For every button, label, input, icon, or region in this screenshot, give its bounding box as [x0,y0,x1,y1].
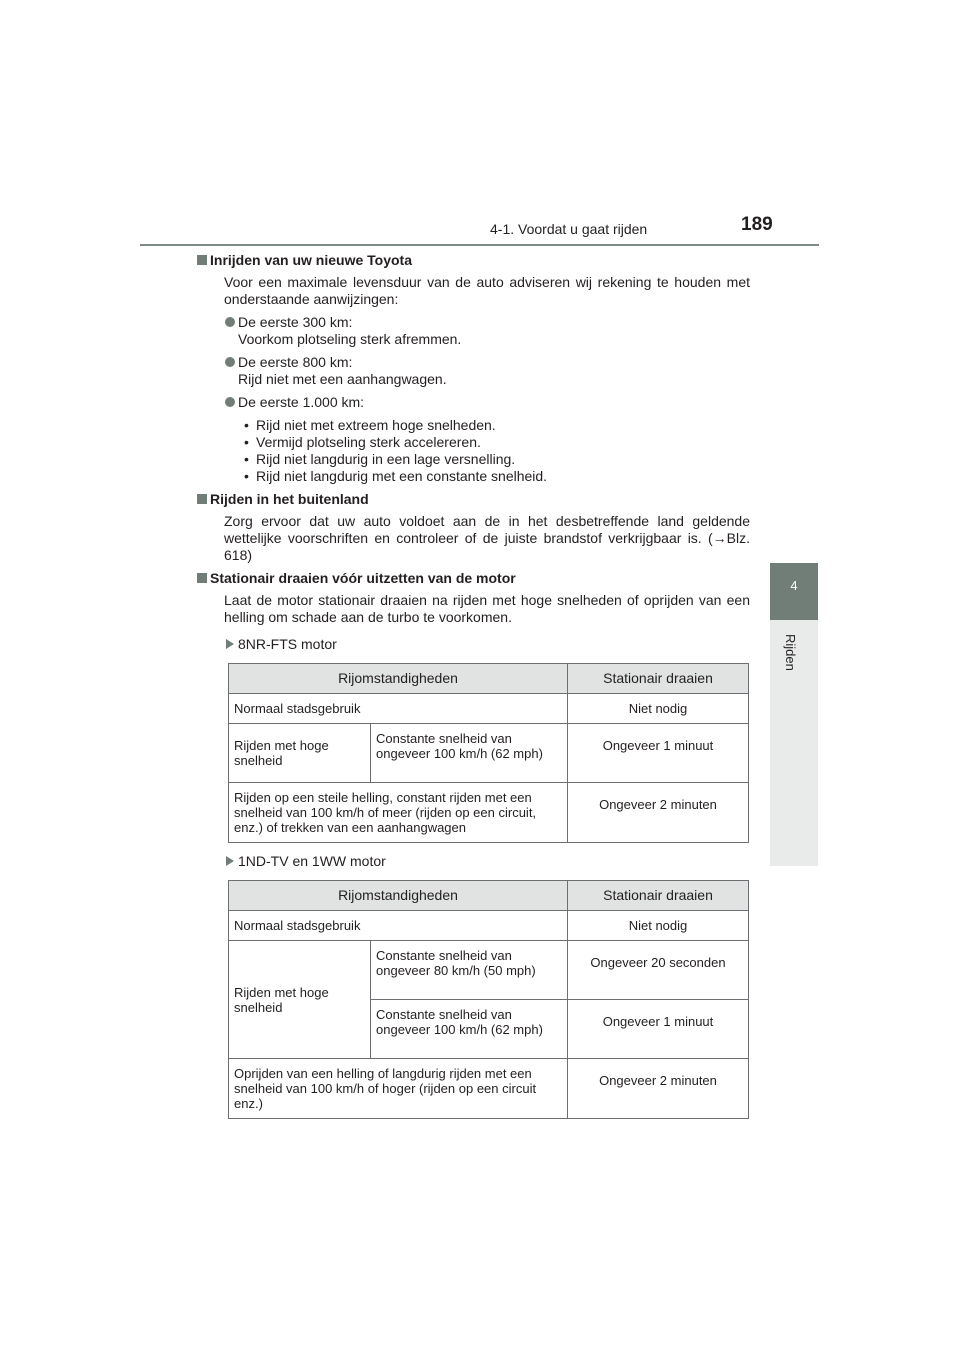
section-heading-idling: Stationair draaien vóór uitzetten van de motor [210,570,750,587]
page-content [210,252,750,1119]
table-title: 8NR-FTS motor [238,636,750,653]
circle-bullet-icon [225,317,235,327]
header-divider [140,244,819,246]
circle-bullet-icon [225,357,235,367]
table-row: Normaal stadsgebruik Niet nodig [229,694,749,724]
table-row: Rijden op een steile helling, constant rijden met een snelheid van 100 km/h of meer (rijden op een circuit, enz.) of trekken van een aanhangwagen Ongeveer 2 minuten [229,783,749,843]
sub-list-item: • Vermijd plotseling sterk accelereren. [244,434,750,451]
page-number: 189 [741,214,773,235]
chapter-tab-text: Rijden [783,634,798,671]
table-title: 1ND-TV en 1WW motor [238,853,750,870]
chapter-tab-number[interactable]: 4 [770,563,818,620]
square-bullet-icon [197,573,207,583]
section-title: 4-1. Voordat u gaat rijden [490,221,648,237]
idling-table-1nd-1ww [228,880,749,1119]
triangle-bullet-icon [226,856,234,866]
table-header: Stationair draaien [568,881,749,911]
section-text: Laat de motor stationair draaien na rijden met hoge snelheden of oprijden van een helling om schade aan de turbo te voorkomen. [224,592,750,625]
table-row: Normaal stadsgebruik Niet nodig [229,911,749,941]
square-bullet-icon [197,255,207,265]
table-row: Oprijden van een helling of langdurig rijden met een snelheid van 100 km/h of hoger (rijden op een circuit enz.) Ongeveer 2 minuten [229,1059,749,1119]
idling-table-8nr [228,663,749,843]
circle-bullet-icon [225,397,235,407]
table-row: Constante snelheid van ongeveer 100 km/h (62 mph) Ongeveer 1 minuut [229,1000,749,1059]
table-row: Rijden met hoge snelheid Constante snelheid van ongeveer 80 km/h (50 mph) Ongeveer 20 seconden [229,941,749,1000]
list-item: De eerste 800 km: Rijd niet met een aanhangwagen. [238,354,750,388]
triangle-bullet-icon [226,639,234,649]
sub-list-item: • Rijd niet langdurig in een lage versnelling. [244,451,750,468]
section-text: Zorg ervoor dat uw auto voldoet aan de in het desbetreffende land geldende wettelijke voorschriften en controleer of de juiste brandstof verkrijgbaar is. (→Blz. 618) [224,513,750,563]
square-bullet-icon [197,494,207,504]
sub-list-item: • Rijd niet met extreem hoge snelheden. [244,417,750,434]
table-header: Rijomstandigheden [229,881,568,911]
chapter-tab-label[interactable] [770,620,818,866]
sub-list-item: • Rijd niet langdurig met een constante snelheid. [244,468,750,485]
section-text: Voor een maximale levensduur van de auto adviseren wij rekening te houden met onderstaande aanwijzingen: [224,274,750,307]
list-item: De eerste 1.000 km: [238,394,750,411]
section-heading-breaking-in: Inrijden van uw nieuwe Toyota [210,252,750,269]
list-item: De eerste 300 km: Voorkom plotseling sterk afremmen. [238,314,750,348]
table-row: Rijden met hoge snelheid Constante snelheid van ongeveer 100 km/h (62 mph) Ongeveer 1 minuut [229,724,749,783]
sub-list [244,417,750,485]
section-heading-abroad: Rijden in het buitenland [210,491,750,508]
table-header: Stationair draaien [568,664,749,694]
table-header: Rijomstandigheden [229,664,568,694]
